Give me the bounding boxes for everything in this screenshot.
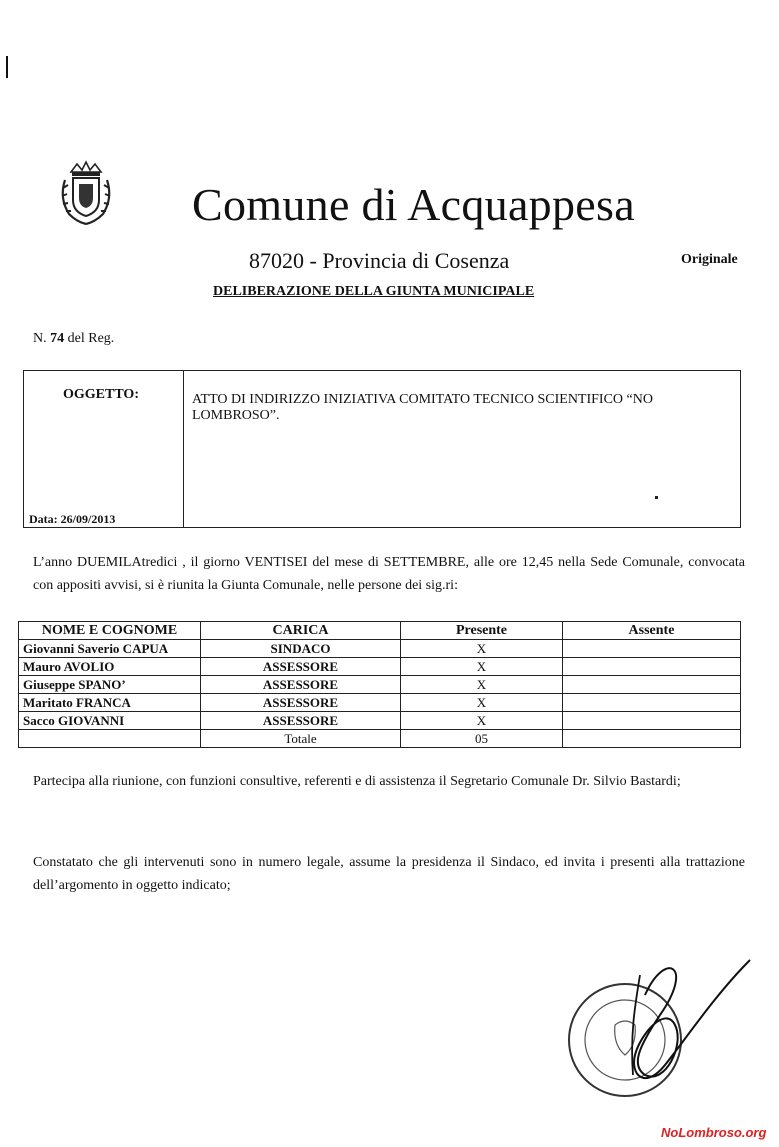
margin-mark	[6, 56, 8, 78]
total-row	[19, 730, 741, 748]
member-absent	[563, 712, 741, 730]
header-absent: Assente	[563, 622, 741, 640]
member-absent	[563, 640, 741, 658]
total-absent	[563, 730, 741, 748]
register-value: 74	[50, 331, 65, 346]
member-present: X	[401, 694, 563, 712]
member-name: Mauro AVOLIO	[19, 658, 201, 676]
register-prefix: N.	[33, 331, 47, 346]
member-role: ASSESSORE	[201, 694, 401, 712]
quorum-paragraph: Constatato che gli intervenuti sono in numero legale, assume la presidenza il Sindaco, ed invita i presenti alla trattazione dell’argomento in oggetto indicato;	[33, 855, 745, 893]
header-name: NOME E COGNOME	[19, 622, 201, 640]
subject-text: ATTO DI INDIRIZZO INIZIATIVA COMITATO TECNICO SCIENTIFICO “NO LOMBROSO”.	[192, 392, 653, 423]
member-role: ASSESSORE	[201, 658, 401, 676]
stray-dot	[655, 496, 658, 499]
province-subtitle: 87020 - Provincia di Cosenza	[249, 248, 510, 273]
member-name: Giuseppe SPANO’	[19, 676, 201, 694]
header-role: CARICA	[201, 622, 401, 640]
register-number	[33, 331, 114, 347]
table-row	[19, 712, 741, 730]
member-absent	[563, 694, 741, 712]
total-present: 05	[401, 730, 563, 748]
members-table	[18, 621, 741, 748]
register-suffix: del Reg.	[67, 331, 115, 346]
member-role: SINDACO	[201, 640, 401, 658]
deliberation-heading: DELIBERAZIONE DELLA GIUNTA MUNICIPALE	[213, 284, 535, 299]
official-stamp-with-signature-icon	[545, 955, 755, 1130]
member-absent	[563, 658, 741, 676]
member-name: Sacco GIOVANNI	[19, 712, 201, 730]
member-present: X	[401, 676, 563, 694]
secretary-paragraph: Partecipa alla riunione, con funzioni consultive, referenti e di assistenza il Segretario Comunale Dr. Silvio Bastardi;	[33, 774, 681, 789]
subject-divider	[183, 370, 184, 528]
header-present: Presente	[401, 622, 563, 640]
municipality-title: Comune di Acquappesa	[192, 179, 635, 230]
table-row	[19, 658, 741, 676]
watermark-logo: NoLombroso.org	[661, 1125, 767, 1140]
member-name: Maritato FRANCA	[19, 694, 201, 712]
member-present: X	[401, 658, 563, 676]
table-row	[19, 694, 741, 712]
member-name: Giovanni Saverio CAPUA	[19, 640, 201, 658]
member-present: X	[401, 640, 563, 658]
subject-date: Data: 26/09/2013	[29, 512, 116, 526]
member-role: ASSESSORE	[201, 676, 401, 694]
table-row	[19, 676, 741, 694]
table-row	[19, 640, 741, 658]
members-header-row	[19, 622, 741, 640]
member-role: ASSESSORE	[201, 712, 401, 730]
municipal-crest-icon	[55, 158, 117, 228]
total-empty-cell	[19, 730, 201, 748]
meeting-intro-paragraph: L’anno DUEMILAtredici , il giorno VENTISEI del mese di SETTEMBRE, alle ore 12,45 nella Sede Comunale, convocata con appositi avvisi, si è riunita la Giunta Comunale, nelle persone dei sig.ri:	[33, 555, 745, 593]
member-present: X	[401, 712, 563, 730]
subject-label: OGGETTO:	[63, 387, 139, 402]
member-absent	[563, 676, 741, 694]
original-label: Originale	[681, 252, 738, 267]
total-label: Totale	[201, 730, 401, 748]
